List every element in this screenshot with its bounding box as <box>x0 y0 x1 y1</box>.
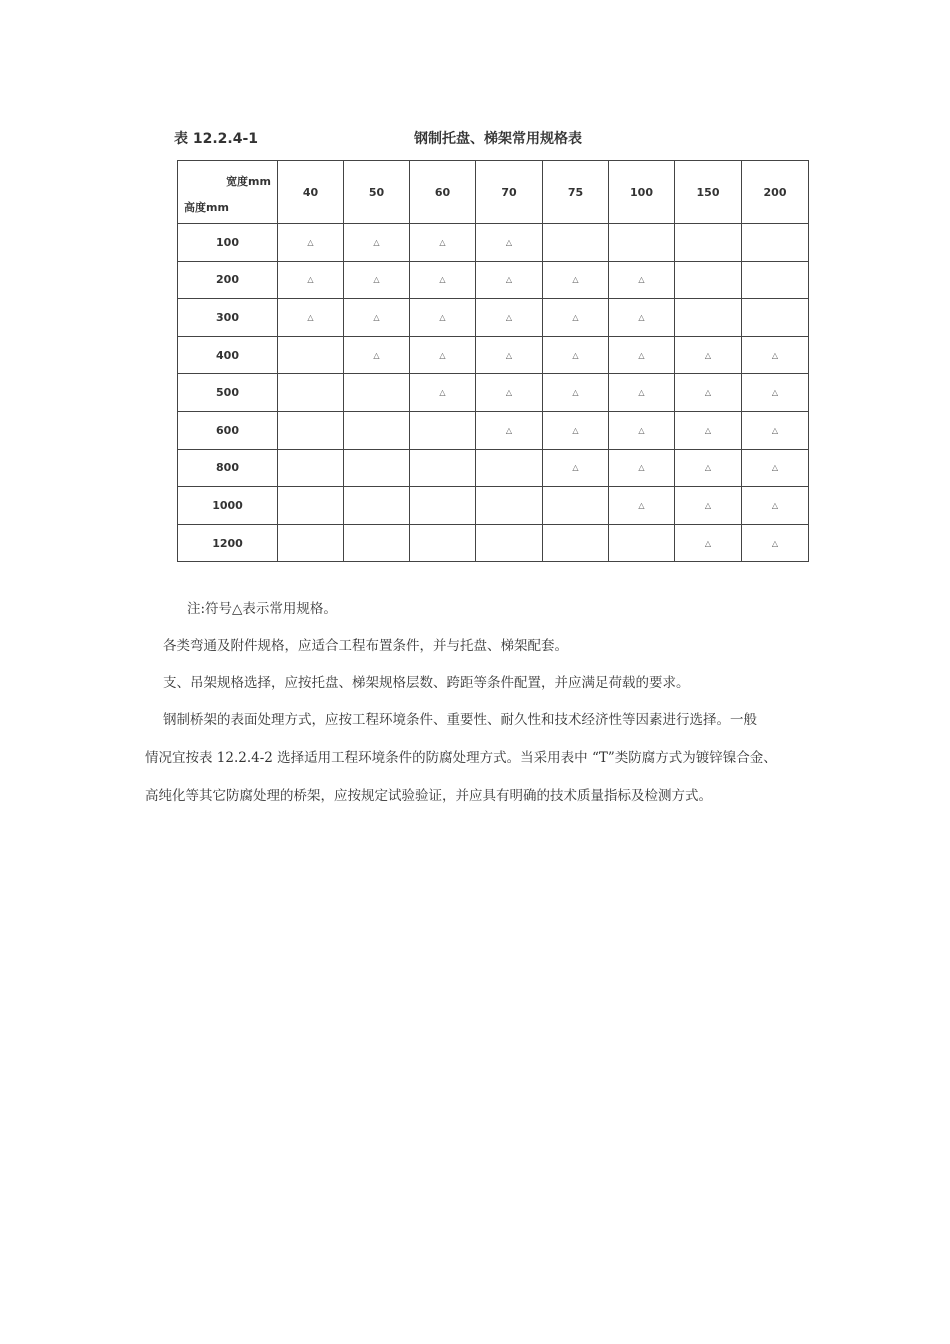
common-spec-mark: △ <box>476 261 543 299</box>
common-spec-mark: △ <box>344 336 410 374</box>
common-spec-mark: △ <box>675 449 742 487</box>
empty-cell <box>344 411 410 449</box>
common-spec-mark: △ <box>278 299 344 337</box>
common-spec-mark: △ <box>609 487 675 525</box>
common-spec-mark: △ <box>675 411 742 449</box>
empty-cell <box>344 449 410 487</box>
table-row <box>178 224 809 262</box>
width-axis-label: 宽度mm <box>226 175 271 188</box>
common-spec-mark: △ <box>609 299 675 337</box>
empty-cell <box>476 449 543 487</box>
empty-cell <box>278 411 344 449</box>
row-height-label: 200 <box>178 261 278 299</box>
corner-cell <box>178 161 278 224</box>
empty-cell <box>278 487 344 525</box>
table-row <box>178 374 809 412</box>
empty-cell <box>675 261 742 299</box>
empty-cell <box>410 411 476 449</box>
common-spec-mark: △ <box>543 261 609 299</box>
paragraph-2: 支、吊架规格选择，应按托盘、梯架规格层数、跨距等条件配置，并应满足荷载的要求。 <box>163 675 690 691</box>
common-spec-mark: △ <box>344 299 410 337</box>
paragraph-3-line-2: 情况宜按表 12.2.4-2 选择适用工程环境条件的防腐处理方式。当采用表中 “T”类防腐方式为镀锌镍合金、 <box>145 750 777 766</box>
common-spec-mark: △ <box>543 336 609 374</box>
empty-cell <box>410 524 476 562</box>
column-header: 70 <box>476 161 543 224</box>
common-spec-mark: △ <box>543 411 609 449</box>
row-height-label: 1000 <box>178 487 278 525</box>
common-spec-mark: △ <box>675 336 742 374</box>
column-header: 50 <box>344 161 410 224</box>
column-header: 60 <box>410 161 476 224</box>
common-spec-mark: △ <box>742 487 809 525</box>
common-spec-mark: △ <box>609 374 675 412</box>
common-spec-mark: △ <box>609 336 675 374</box>
empty-cell <box>344 524 410 562</box>
table-row <box>178 449 809 487</box>
empty-cell <box>742 224 809 262</box>
common-spec-mark: △ <box>410 261 476 299</box>
column-header: 150 <box>675 161 742 224</box>
spec-table <box>177 160 809 562</box>
empty-cell <box>609 524 675 562</box>
common-spec-mark: △ <box>476 224 543 262</box>
empty-cell <box>410 449 476 487</box>
row-height-label: 400 <box>178 336 278 374</box>
empty-cell <box>742 261 809 299</box>
table-row <box>178 261 809 299</box>
common-spec-mark: △ <box>609 449 675 487</box>
empty-cell <box>675 299 742 337</box>
common-spec-mark: △ <box>278 224 344 262</box>
row-height-label: 100 <box>178 224 278 262</box>
common-spec-mark: △ <box>609 261 675 299</box>
row-height-label: 1200 <box>178 524 278 562</box>
empty-cell <box>543 524 609 562</box>
height-axis-label: 高度mm <box>184 201 229 214</box>
empty-cell <box>410 487 476 525</box>
empty-cell <box>476 487 543 525</box>
note-text: 注:符号△表示常用规格。 <box>187 601 337 617</box>
common-spec-mark: △ <box>742 411 809 449</box>
common-spec-mark: △ <box>410 374 476 412</box>
common-spec-mark: △ <box>476 336 543 374</box>
common-spec-mark: △ <box>543 374 609 412</box>
common-spec-mark: △ <box>742 336 809 374</box>
empty-cell <box>278 374 344 412</box>
paragraph-3-line-3: 高纯化等其它防腐处理的桥架，应按规定试验验证，并应具有明确的技术质量指标及检测方式。 <box>145 788 712 804</box>
empty-cell <box>742 299 809 337</box>
row-height-label: 600 <box>178 411 278 449</box>
row-height-label: 500 <box>178 374 278 412</box>
empty-cell <box>543 224 609 262</box>
table-row <box>178 487 809 525</box>
common-spec-mark: △ <box>543 449 609 487</box>
common-spec-mark: △ <box>344 224 410 262</box>
table-body <box>178 224 809 562</box>
table-row <box>178 336 809 374</box>
common-spec-mark: △ <box>543 299 609 337</box>
common-spec-mark: △ <box>410 224 476 262</box>
common-spec-mark: △ <box>742 374 809 412</box>
table-title: 钢制托盘、梯架常用规格表 <box>414 131 582 147</box>
empty-cell <box>476 524 543 562</box>
empty-cell <box>543 487 609 525</box>
common-spec-mark: △ <box>675 374 742 412</box>
table-number: 表 12.2.4-1 <box>174 131 259 147</box>
column-header: 40 <box>278 161 344 224</box>
empty-cell <box>675 224 742 262</box>
common-spec-mark: △ <box>410 336 476 374</box>
row-height-label: 300 <box>178 299 278 337</box>
column-header: 75 <box>543 161 609 224</box>
paragraph-1: 各类弯通及附件规格，应适合工程布置条件，并与托盘、梯架配套。 <box>163 638 568 654</box>
empty-cell <box>278 336 344 374</box>
paragraph-3-line-1: 钢制桥架的表面处理方式，应按工程环境条件、重要性、耐久性和技术经济性等因素进行选择。一般 <box>163 712 757 728</box>
common-spec-mark: △ <box>675 524 742 562</box>
empty-cell <box>278 524 344 562</box>
common-spec-mark: △ <box>278 261 344 299</box>
common-spec-mark: △ <box>476 299 543 337</box>
common-spec-mark: △ <box>344 261 410 299</box>
empty-cell <box>344 487 410 525</box>
column-header: 100 <box>609 161 675 224</box>
common-spec-mark: △ <box>476 374 543 412</box>
empty-cell <box>344 374 410 412</box>
common-spec-mark: △ <box>742 524 809 562</box>
common-spec-mark: △ <box>609 411 675 449</box>
common-spec-mark: △ <box>410 299 476 337</box>
empty-cell <box>609 224 675 262</box>
table-row <box>178 411 809 449</box>
row-height-label: 800 <box>178 449 278 487</box>
common-spec-mark: △ <box>476 411 543 449</box>
empty-cell <box>278 449 344 487</box>
common-spec-mark: △ <box>675 487 742 525</box>
common-spec-mark: △ <box>742 449 809 487</box>
table-row <box>178 299 809 337</box>
column-header: 200 <box>742 161 809 224</box>
table-row <box>178 524 809 562</box>
table-header-row <box>178 161 809 224</box>
